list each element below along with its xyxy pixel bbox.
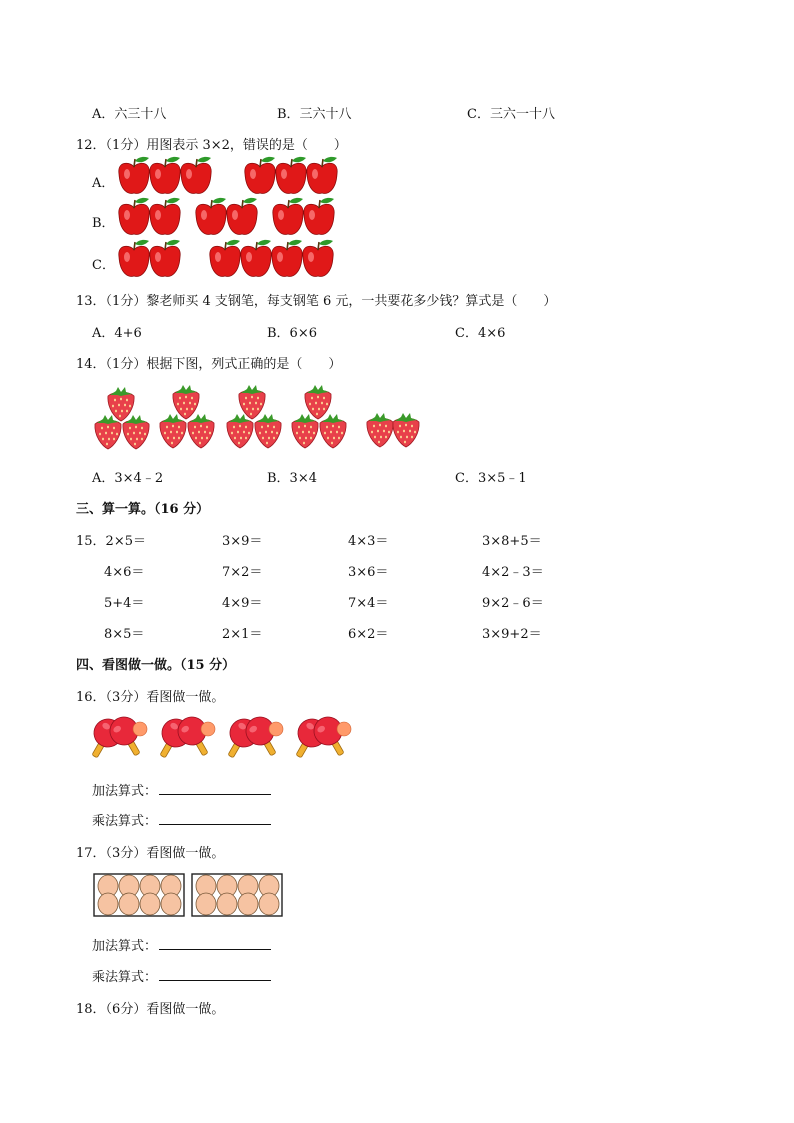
q17-multiplication-answer-blank[interactable] xyxy=(159,968,271,981)
q12-label-a: A． xyxy=(92,176,115,191)
q14-option-b: B．3×4 xyxy=(267,471,317,486)
q15-item: 7×2＝ xyxy=(222,565,263,580)
q15-item: 7×4＝ xyxy=(348,596,389,611)
egg-carton xyxy=(192,874,282,916)
q13-stem: 13．（1分）黎老师买 4 支钢笔，每支钢笔 6 元，一共要花多少钱？算式是（ ） xyxy=(76,294,557,309)
q15-item: 5+4＝ xyxy=(104,596,145,611)
q15-item: 3×6＝ xyxy=(348,565,389,580)
q11-option-a: A．六三十八 xyxy=(92,107,167,122)
q12-label-b: B． xyxy=(92,216,115,231)
q15-item: 3×9+2＝ xyxy=(482,627,542,642)
q12-label-c: C． xyxy=(92,258,115,273)
q13-option-b: B．6×6 xyxy=(267,326,317,341)
q17-multiplication-line xyxy=(92,966,271,985)
egg-icon xyxy=(119,893,139,915)
q13-option-c: C．4×6 xyxy=(455,326,506,341)
q15-item: 4×9＝ xyxy=(222,596,263,611)
egg-icon xyxy=(140,893,160,915)
q15-item: 4×2﹣3＝ xyxy=(482,565,544,580)
egg-icon xyxy=(161,893,181,915)
egg-icon xyxy=(98,893,118,915)
q13-option-a: A．4+6 xyxy=(92,326,142,341)
q15-item: 3×9＝ xyxy=(222,534,263,549)
egg-icon xyxy=(196,893,216,915)
egg-icon xyxy=(238,893,258,915)
q15-item: 9×2﹣6＝ xyxy=(482,596,544,611)
q14-stem: 14．（1分）根据下图，列式正确的是（ ） xyxy=(76,357,342,372)
q15-item: 8×5＝ xyxy=(104,627,145,642)
q15-item: 4×6＝ xyxy=(104,565,145,580)
q17-addition-answer-blank[interactable] xyxy=(159,937,271,950)
q17-addition-label: 加法算式： xyxy=(92,939,158,954)
q15-item: 4×3＝ xyxy=(348,534,389,549)
q12-stem: 12．（1分）用图表示 3×2，错误的是（ ） xyxy=(76,138,347,153)
q15-item: 15．2×5＝ xyxy=(76,534,146,549)
q16-stem: 16．（3分）看图做一做。 xyxy=(76,690,225,705)
q17-addition-line xyxy=(92,935,271,954)
q18-stem: 18．（6分）看图做一做。 xyxy=(76,1002,225,1017)
section-4-heading: 四、看图做一做。（15 分） xyxy=(76,658,236,673)
q14-option-c: C．3×5﹣1 xyxy=(455,471,527,486)
egg-icon xyxy=(259,893,279,915)
q14-option-a: A．3×4﹣2 xyxy=(92,471,164,486)
q16-multiplication-label: 乘法算式： xyxy=(92,814,158,829)
egg-carton xyxy=(94,874,184,916)
q15-item: 6×2＝ xyxy=(348,627,389,642)
q17-stem: 17．（3分）看图做一做。 xyxy=(76,846,225,861)
q15-item: 3×8+5＝ xyxy=(482,534,542,549)
q11-option-b: B．三六十八 xyxy=(277,107,352,122)
q16-addition-label: 加法算式： xyxy=(92,784,158,799)
q11-option-c: C．三六一十八 xyxy=(467,107,555,122)
egg-icon xyxy=(217,893,237,915)
q17-multiplication-label: 乘法算式： xyxy=(92,970,158,985)
q15-item: 2×1＝ xyxy=(222,627,263,642)
section-3-heading: 三、算一算。（16 分） xyxy=(76,502,210,517)
